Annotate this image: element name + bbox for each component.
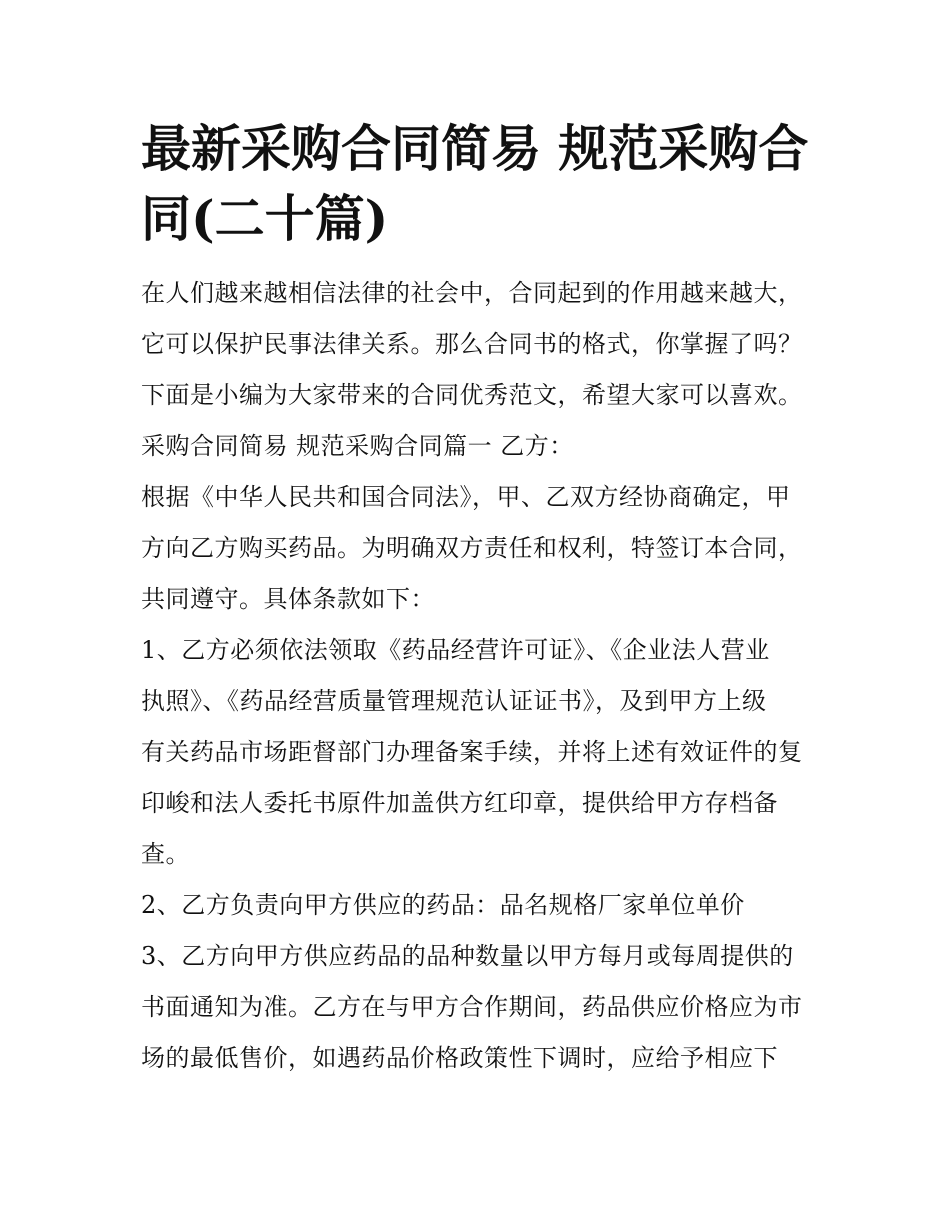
body-line: 采购合同简易 规范采购合同篇一 乙方： xyxy=(141,432,574,460)
body-line: 共同遵守。具体条款如下： xyxy=(141,585,435,613)
body-line: 查。 xyxy=(141,840,190,868)
body-line: 在人们越来越相信法律的社会中，合同起到的作用越来越大， xyxy=(141,279,803,307)
body-line: 有关药品市场距督部门办理备案手续，并将上述有效证件的复 xyxy=(141,738,803,766)
body-line: 1、乙方必须依法领取《药品经营许可证》、《企业法人营业 xyxy=(141,636,770,664)
body-line: 执照》、《药品经营质量管理规范认证证书》，及到甲方上级 xyxy=(141,687,767,715)
title-line: 最新采购合同简易 规范采购合 xyxy=(141,119,809,178)
body-line: 它可以保护民事法律关系。那么合同书的格式，你掌握了吗？ xyxy=(141,330,803,358)
body-line: 2、乙方负责向甲方供应的药品：品名规格厂家单位单价 xyxy=(141,891,745,919)
body-line: 书面通知为准。乙方在与甲方合作期间，药品供应价格应为市 xyxy=(141,993,803,1021)
title-line: 同(二十篇) xyxy=(141,189,389,248)
body-line: 3、乙方向甲方供应药品的品种数量以甲方每月或每周提供的 xyxy=(141,942,794,970)
body-line: 方向乙方购买药品。为明确双方责任和权利，特签订本合同， xyxy=(141,534,803,562)
body-line: 根据《中华人民共和国合同法》，甲、乙双方经协商确定，甲 xyxy=(141,483,791,511)
document-body xyxy=(141,276,821,1075)
body-line: 印峻和法人委托书原件加盖供方红印章，提供给甲方存档备 xyxy=(141,789,778,817)
document-title xyxy=(141,114,821,254)
document-content xyxy=(141,114,821,1092)
body-line: 下面是小编为大家带来的合同优秀范文，希望大家可以喜欢。 xyxy=(141,381,803,409)
body-line: 场的最低售价，如遇药品价格政策性下调时，应给予相应下 xyxy=(141,1044,778,1072)
